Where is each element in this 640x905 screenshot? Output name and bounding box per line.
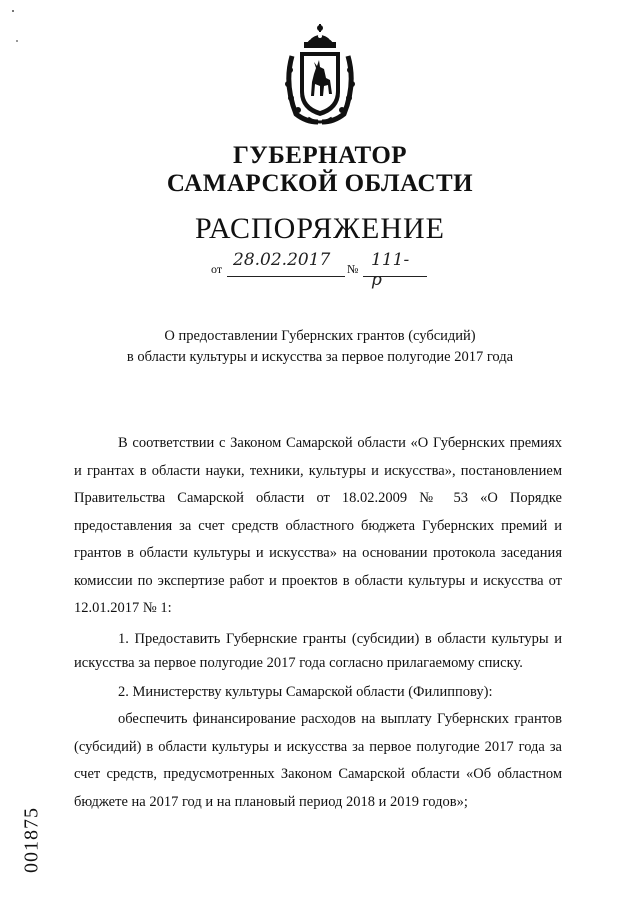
issuer-title-line2: САМАРСКОЙ ОБЛАСТИ: [166, 170, 474, 197]
document-subject: [0, 326, 640, 368]
document-type-heading: РАСПОРЯЖЕНИЕ: [194, 212, 446, 245]
number-label: №: [347, 262, 359, 276]
scan-speck: [12, 10, 14, 12]
document-body: [74, 430, 562, 816]
registration-number: 001875: [20, 807, 43, 873]
item-2-subparagraph: обеспечить финансирование расходов на выплату Губернских грантов (субсидий) в области культуры и искусства за первое полугодие 2017 года за счет средств, предусмотренных Законом Самарской области «Об областном бюджете на 2017 год и на плановый период 2018 и 2019 годов»;: [74, 711, 562, 810]
subject-line-1: О предоставлении Губернских грантов (субсидий): [164, 328, 476, 344]
date-underline: [227, 276, 345, 277]
issuer-title-line1: ГУБЕРНАТОР: [232, 142, 408, 169]
registration-number-stamp: [8, 790, 56, 890]
from-label: от: [211, 262, 223, 276]
item-1-paragraph: 1. Предоставить Губернские гранты (субсидии) в области культуры и искусства за первое полугодие 2017 года согласно прилагаемому списку.: [74, 630, 562, 671]
item-2-paragraph: 2. Министерству культуры Самарской области (Филиппову):: [118, 683, 493, 700]
scan-speck: [16, 40, 18, 42]
handwritten-date: 28.02.2017: [233, 250, 331, 270]
subject-line-2: в области культуры и искусства за первое полугодие 2017 года: [126, 349, 514, 365]
handwritten-number: 111-р: [371, 250, 410, 290]
coat-of-arms-emblem: [282, 22, 358, 126]
intro-paragraph: В соответствии с Законом Самарской области «О Губернских премиях и грантах в области науки, техники, культуры и искусства», постановлением Правительства Самарской области от 18.02.2009 № 53 «О Порядке предоставления за счет средств областного бюджета Губернских премий и грантов в области культуры и искусства» на основании протокола заседания комиссии по экспертизе работ и проектов в области культуры и искусства от 12.01.2017 № 1:: [74, 435, 562, 616]
